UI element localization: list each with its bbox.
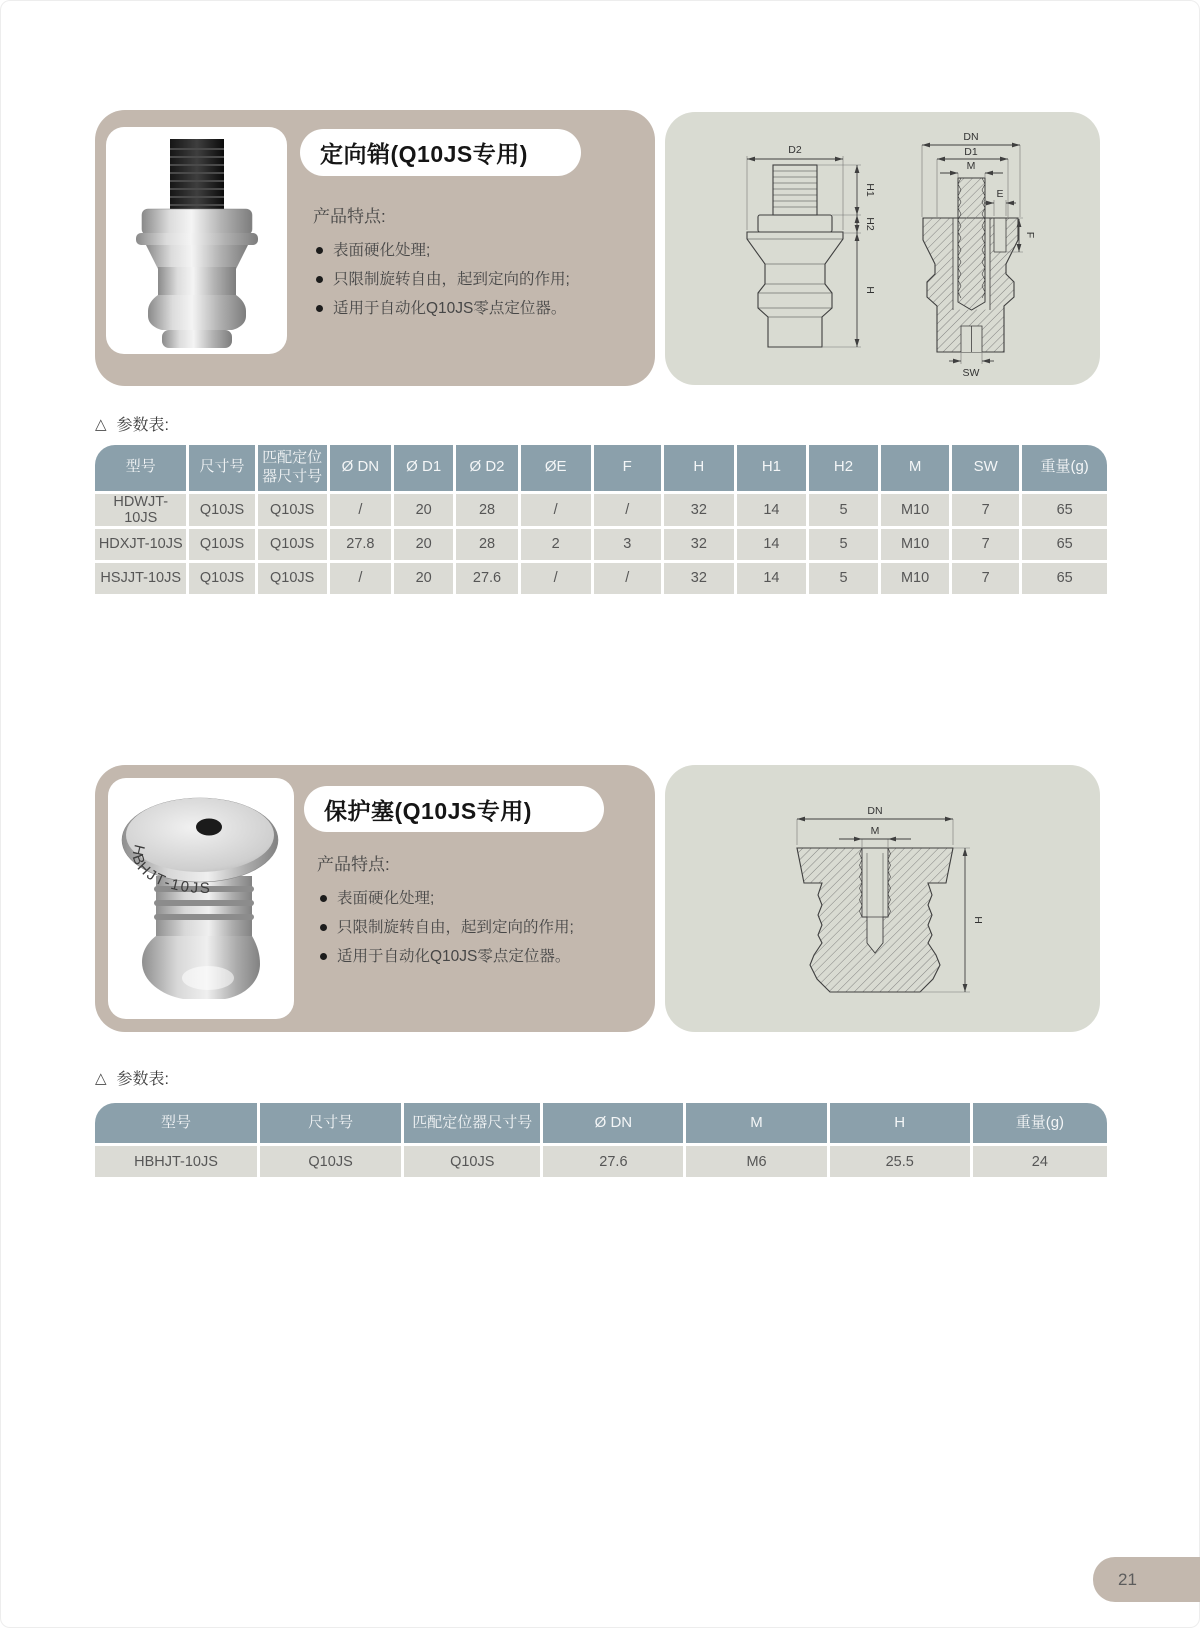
technical-drawing-pin	[665, 112, 1100, 385]
technical-drawing-plug	[665, 765, 1100, 1032]
dim-label-h: H	[864, 286, 876, 294]
params-table-1	[92, 442, 1110, 597]
bullet-dot-icon	[320, 953, 327, 960]
col-header: 型号	[95, 1103, 257, 1143]
col-header: H	[830, 1103, 970, 1143]
col-header: H	[664, 445, 734, 491]
features-heading: 产品特点:	[313, 207, 386, 226]
product1-title: 定向销(Q10JS专用)	[320, 141, 528, 167]
table-row: HDWJT-10JS Q10JS Q10JS / 20 28 / / 32 14 5 M10 7 65	[95, 494, 1107, 526]
col-header: 尺寸号	[189, 445, 254, 491]
table-row: HBHJT-10JS Q10JS Q10JS 27.6 M6 25.5 24	[95, 1146, 1107, 1177]
product1-features	[313, 202, 643, 327]
params-label-2: △ 参数表:	[95, 1069, 169, 1088]
dim-label-f: F	[1024, 231, 1036, 239]
dim-label-h1: H1	[864, 183, 876, 197]
product2-features	[317, 850, 647, 975]
bullet-dot-icon	[320, 924, 327, 931]
bullet-dot-icon	[316, 305, 323, 312]
dim-label-dn: DN	[867, 805, 883, 817]
params-label-1: △ 参数表:	[95, 415, 169, 434]
col-header: ØE	[521, 445, 591, 491]
col-header: SW	[952, 445, 1019, 491]
product2-title: 保护塞(Q10JS专用)	[324, 797, 532, 824]
table-row: HDXJT-10JS Q10JS Q10JS 27.8 20 28 2 3 32 14 5 M10 7 65	[95, 529, 1107, 560]
params-table-2	[92, 1100, 1110, 1180]
feature-item: 只限制旋转自由，起到定向的作用;	[313, 269, 643, 290]
table-row: HSJJT-10JS Q10JS Q10JS / 20 27.6 / / 32 14 5 M10 7 65	[95, 563, 1107, 594]
feature-item: 表面硬化处理;	[317, 888, 647, 909]
feature-item: 只限制旋转自由，起到定向的作用;	[317, 917, 647, 938]
dim-label-h2: H2	[864, 217, 876, 231]
col-header: M	[686, 1103, 826, 1143]
col-header: 匹配定位器尺寸号	[404, 1103, 540, 1143]
col-header: 尺寸号	[260, 1103, 401, 1143]
col-header: 重量(g)	[973, 1103, 1107, 1143]
product2-title-pill	[304, 786, 604, 832]
engraved-model-text: HBHJT-10JS	[128, 842, 212, 897]
dim-label-dn: DN	[963, 131, 979, 143]
feature-item: 适用于自动化Q10JS零点定位器。	[313, 298, 643, 319]
col-header: M	[881, 445, 949, 491]
dim-label-sw: SW	[962, 367, 980, 379]
bullet-dot-icon	[316, 247, 323, 254]
triangle-icon: △	[95, 1069, 107, 1087]
features-heading: 产品特点:	[317, 855, 390, 874]
feature-item: 适用于自动化Q10JS零点定位器。	[317, 946, 647, 967]
page-number-pill	[1093, 1557, 1200, 1602]
product1-photo	[106, 127, 287, 354]
col-header: Ø DN	[330, 445, 391, 491]
dim-label-e: E	[996, 188, 1004, 200]
triangle-icon: △	[95, 415, 107, 433]
dim-label-h: H	[972, 916, 984, 924]
table-header-row	[95, 445, 1107, 491]
col-header: H1	[737, 445, 806, 491]
dim-label-d1: D1	[964, 146, 978, 158]
col-header: 型号	[95, 445, 186, 491]
dim-label-m: M	[870, 825, 880, 837]
dim-label-m: M	[966, 160, 976, 172]
dim-label-d2: D2	[788, 144, 802, 156]
bullet-dot-icon	[316, 276, 323, 283]
col-header: Ø D1	[394, 445, 453, 491]
protection-plug-photo	[108, 778, 294, 1019]
col-header: H2	[809, 445, 878, 491]
table-header-row	[95, 1103, 1107, 1143]
product1-title-pill	[300, 129, 581, 176]
bullet-dot-icon	[320, 895, 327, 902]
col-header: Ø DN	[543, 1103, 683, 1143]
orientation-pin-photo	[106, 127, 287, 354]
product2-photo	[108, 778, 294, 1019]
col-header: 重量(g)	[1022, 445, 1107, 491]
page-number: 21	[1118, 1569, 1137, 1589]
col-header: Ø D2	[456, 445, 517, 491]
feature-item: 表面硬化处理;	[313, 240, 643, 261]
col-header: F	[594, 445, 661, 491]
col-header: 匹配定位器尺寸号	[258, 445, 327, 491]
